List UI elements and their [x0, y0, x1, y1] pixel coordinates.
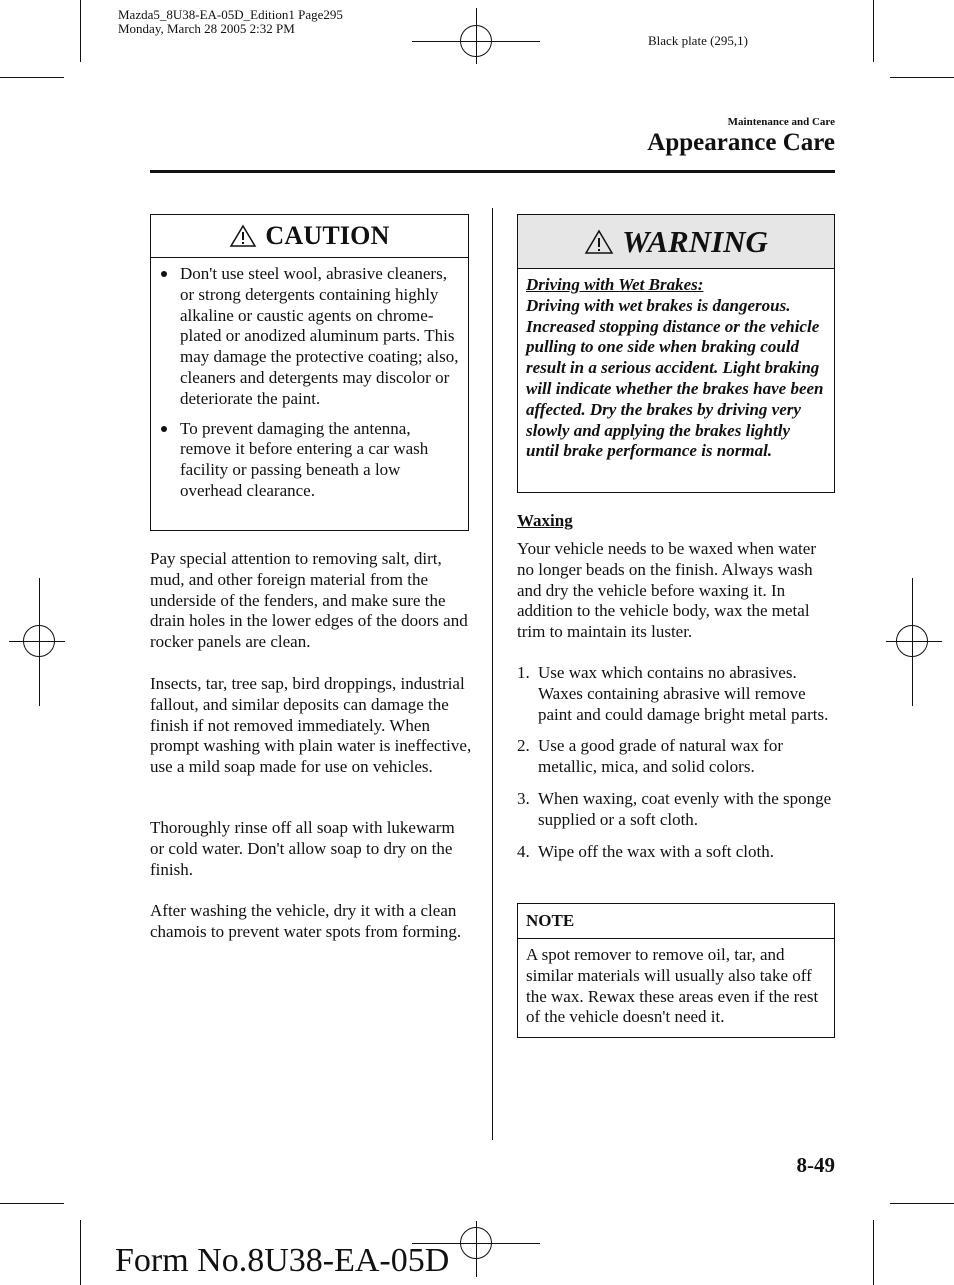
paragraph: Insects, tar, tree sap, bird droppings, industrial fallout, and similar deposits can damage the finish if not removed immediately. When prompt washing with plain water is ineffective, use a mild soap made for use on vehicles. [150, 674, 472, 777]
header-rule [150, 170, 835, 173]
list-item: 1. Use wax which contains no abrasives. Waxes containing abrasive will remove paint and could damage bright metal parts. [517, 663, 829, 724]
paragraph: Pay special attention to removing salt, dirt, mud, and other foreign material from the underside of the fenders, and make sure the drain holes in the lower edges of the doors and rocker panels are clean. [150, 549, 468, 652]
list-item: To prevent damaging the antenna, remove it before entering a car wash facility or passing beneath a low overhead clearance. [151, 419, 460, 502]
list-item: 3. When waxing, coat evenly with the sponge supplied or a soft cloth. [517, 788, 832, 829]
bullet-icon [161, 271, 167, 277]
warning-text: Driving with wet brakes is dangerous. Increased stopping distance or the vehicle pulling to one side when braking could result in a serious accident. Light braking will indicate whether the brakes have been affected. Dry the brakes by driving very slowly and applying the brakes lightly until brake performance is normal. [526, 295, 824, 461]
form-number: Form No.8U38-EA-05D [115, 1242, 450, 1279]
section-name: Maintenance and Care [727, 116, 835, 128]
bullet-icon [161, 426, 167, 432]
list-item: 4. Wipe off the wax with a soft cloth. [517, 841, 774, 861]
list-item: 2. Use a good grade of natural wax for metallic, mica, and solid colors. [517, 736, 783, 777]
warning-header [518, 215, 834, 269]
page-number: 8-49 [796, 1153, 835, 1177]
warning-box [517, 214, 835, 493]
warning-body [518, 269, 834, 468]
caution-box [150, 214, 469, 531]
waxing-intro: Your vehicle needs to be waxed when water no longer beads on the finish. Always wash and dry the vehicle before waxing it. In addition to the vehicle body, wax the metal trim to maintain its luster. [517, 539, 816, 642]
plate-label: Black plate (295,1) [648, 33, 748, 48]
waxing-heading: Waxing [517, 511, 573, 530]
caution-label: CAUTION [265, 221, 390, 250]
warning-subtitle: Driving with Wet Brakes: [526, 275, 704, 294]
page-title: Appearance Care [647, 129, 835, 156]
note-text: A spot remover to remove oil, tar, and similar materials will usually also take off the wax. Rewax these areas even if the rest of the vehicle doesn't need it. [526, 945, 819, 1027]
warning-triangle-icon [229, 224, 257, 248]
print-file-line: Mazda5_8U38-EA-05D_Edition1 Page295 [118, 7, 343, 22]
warning-triangle-icon [584, 229, 614, 255]
note-box [517, 903, 835, 1038]
paragraph: Thoroughly rinse off all soap with lukewarm or cold water. Don't allow soap to dry on the finish. [150, 818, 455, 879]
warning-label: WARNING [622, 223, 768, 259]
list-item: Don't use steel wool, abrasive cleaners, or strong detergents containing highly alkaline or caustic agents on chrome-plated or anodized aluminum parts. This may damage the protective coating; also, cleaners and detergents may discolor or deteriorate the paint. [151, 264, 460, 410]
caution-header [151, 215, 468, 258]
print-date-line: Monday, March 28 2005 2:32 PM [118, 21, 295, 36]
column-divider [492, 208, 493, 1140]
caution-list [151, 258, 468, 502]
note-label: NOTE [518, 904, 834, 939]
paragraph: After washing the vehicle, dry it with a clean chamois to prevent water spots from forming. [150, 901, 462, 941]
waxing-steps [517, 663, 835, 873]
